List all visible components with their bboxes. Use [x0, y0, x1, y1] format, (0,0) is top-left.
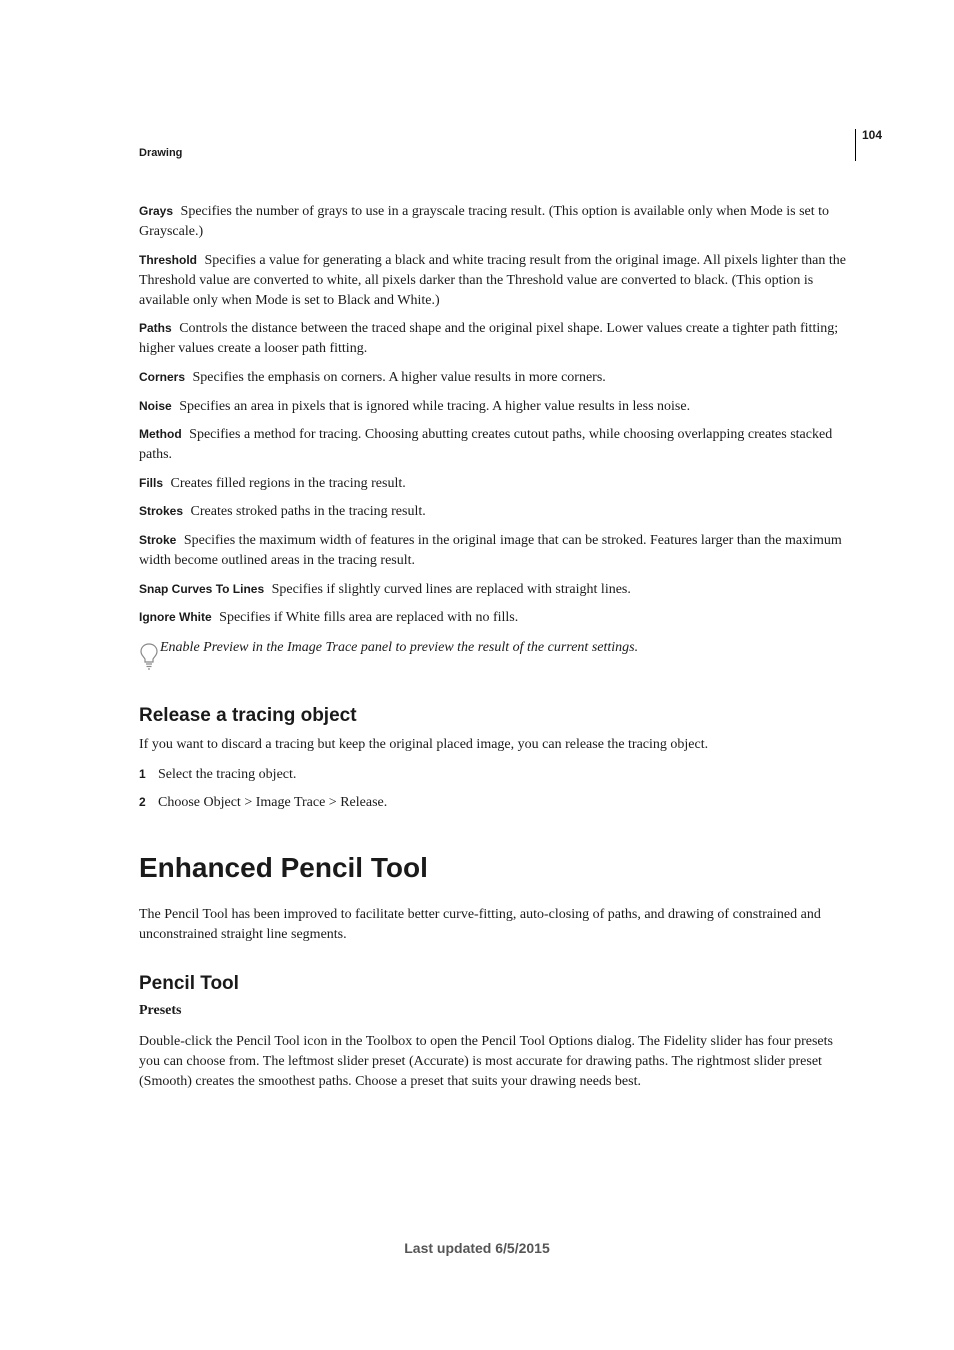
definition-corners — [139, 367, 851, 388]
definition-text: Controls the distance between the traced shape and the original pixel shape. Lower values create a tighter path fitting; higher values create a looser path fitting. — [139, 321, 839, 356]
definition-text: Specifies a value for generating a black and white tracing result from the original image. All pixels lighter than the Threshold value are converted to white, all pixels darker than the Threshold value are converted to black. (This option is available only when Mode is set to Black and White.) — [139, 253, 846, 308]
heading-pencil-tool: Pencil Tool — [139, 973, 239, 994]
definition-ignore-white — [139, 607, 851, 628]
definition-threshold — [139, 250, 851, 311]
step-number: 1 — [139, 767, 146, 781]
definition-term: Noise — [139, 399, 172, 413]
heading-release-tracing: Release a tracing object — [139, 705, 357, 726]
tip-text: Enable Preview in the Image Trace panel to preview the result of the current settings. — [160, 640, 639, 655]
step-text: Choose Object > Image Trace > Release. — [158, 795, 388, 810]
release-intro: If you want to discard a tracing but keep the original placed image, you can release the tracing object. — [139, 737, 709, 752]
definition-text: Specifies the emphasis on corners. A higher value results in more corners. — [192, 370, 606, 385]
definition-text: Specifies if White fills area are replaced with no fills. — [219, 610, 519, 625]
step-item — [139, 792, 851, 813]
definition-term: Stroke — [139, 533, 177, 547]
definition-term: Ignore White — [139, 610, 212, 624]
definition-term: Corners — [139, 370, 186, 384]
definition-noise — [139, 396, 851, 417]
definition-stroke — [139, 530, 851, 571]
presets-label: Presets — [139, 1003, 182, 1018]
definition-text: Creates stroked paths in the tracing result. — [190, 504, 426, 519]
heading-enhanced-pencil-tool: Enhanced Pencil Tool — [139, 852, 428, 883]
lightbulb-icon — [140, 643, 158, 671]
definition-method — [139, 424, 851, 465]
definition-text: Specifies the number of grays to use in a grayscale tracing result. (This option is available only when Mode is set to Grayscale.) — [139, 204, 830, 239]
definition-fills — [139, 473, 851, 494]
definition-text: Specifies a method for tracing. Choosing abutting creates cutout paths, while choosing overlapping creates stacked paths. — [139, 427, 833, 462]
definition-term: Threshold — [139, 253, 198, 267]
definition-term: Paths — [139, 321, 172, 335]
definition-text: Specifies an area in pixels that is ignored while tracing. A higher value results in less noise. — [179, 399, 691, 414]
step-text: Select the tracing object. — [158, 767, 297, 782]
definition-text: Creates filled regions in the tracing result. — [170, 476, 406, 491]
presets-text: Double-click the Pencil Tool icon in the Toolbox to open the Pencil Tool Options dialog. The Fidelity slider has four presets you can choose from. The leftmost slider preset (Accurate) is most accurate for drawing paths. The rightmost slider preset (Smooth) creates the smoothest paths. Choose a preset that suits your drawing needs best. — [139, 1034, 833, 1089]
definition-grays — [139, 201, 851, 242]
step-number: 2 — [139, 795, 146, 809]
definition-text: Specifies the maximum width of features in the original image that can be stroked. Features larger than the maximum width become outlined areas in the tracing result. — [139, 533, 842, 568]
section-label: Drawing — [139, 147, 183, 159]
footer-last-updated: Last updated 6/5/2015 — [404, 1240, 550, 1256]
definition-term: Method — [139, 427, 182, 441]
step-item — [139, 764, 851, 785]
definition-strokes — [139, 501, 851, 522]
pencil-intro: The Pencil Tool has been improved to facilitate better curve-fitting, auto-closing of paths, and drawing of constrained and unconstrained straight line segments. — [139, 907, 821, 942]
page-number: 104 — [862, 128, 883, 142]
definition-paths — [139, 318, 851, 359]
definition-term: Snap Curves To Lines — [139, 582, 265, 596]
definition-term: Grays — [139, 204, 174, 218]
definition-term: Fills — [139, 476, 164, 490]
definition-snap-curves — [139, 579, 851, 600]
definition-text: Specifies if slightly curved lines are replaced with straight lines. — [271, 582, 631, 597]
header-rule — [855, 129, 856, 161]
definition-term: Strokes — [139, 504, 184, 518]
